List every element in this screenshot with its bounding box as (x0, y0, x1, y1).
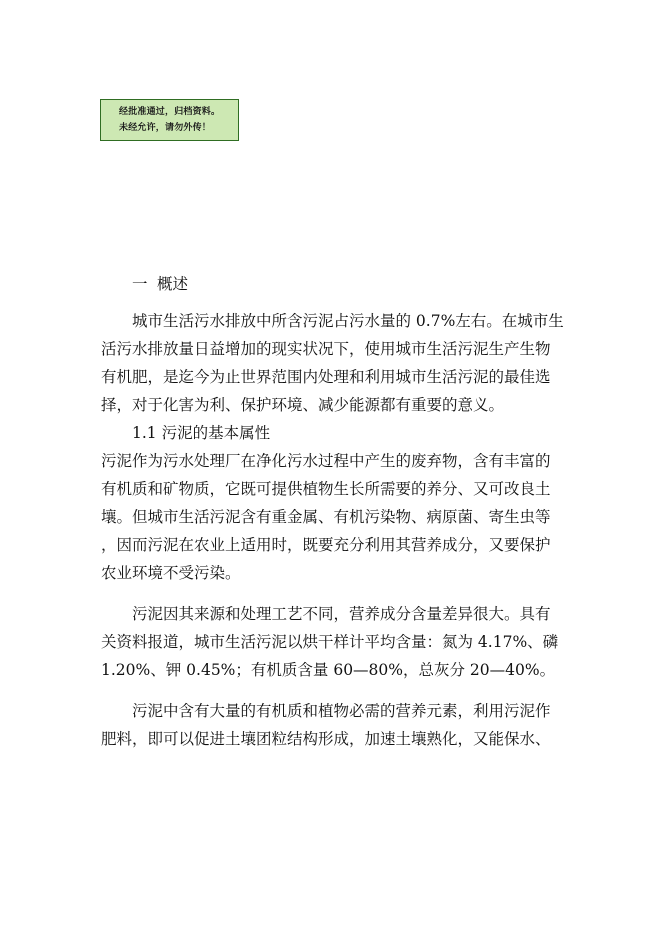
paragraph-3 (101, 600, 561, 684)
paragraph-1 (101, 307, 564, 419)
section-title: 概述 (157, 275, 189, 293)
section-number: 一 (132, 275, 148, 293)
paragraph-line: 有机肥，是迄今为止世界范围内处理和利用城市生活污泥的最佳选 (101, 368, 551, 386)
paragraph-line: 关资料报道，城市生活污泥以烘干样计平均含量：氮为 4.17%、磷 (101, 633, 559, 651)
subsection-heading: 1.1 污泥的基本属性 (132, 424, 271, 442)
stamp-line: 经批准通过，归档资料。 (119, 107, 221, 117)
spacer (101, 684, 561, 697)
paragraph-line: 农业环境不受污染。 (101, 564, 241, 582)
stamp-line: 未经允许，请勿外传！ (119, 123, 212, 133)
paragraph-line: 污泥中含有大量的有机质和植物必需的营养元素，利用污泥作 (132, 702, 551, 720)
section-heading (101, 270, 561, 298)
paragraph-line: 城市生活污水排放中所含污泥占污水量的 0.7%左右。在城市生 (132, 312, 564, 330)
paragraph-line: 肥料，即可以促进土壤团粒结构形成，加速土壤熟化，又能保水、 (101, 730, 551, 748)
paragraph-4 (101, 697, 561, 753)
paragraph-line: 择，对于化害为利、保护环境、减少能源都有重要的意义。 (101, 396, 505, 414)
paragraph-2 (101, 447, 561, 587)
spacer (101, 587, 561, 600)
paragraph-line: 有机质和矿物质，它既可提供植物生长所需要的养分、又可改良土 (101, 480, 551, 498)
paragraph-line: 活污水排放量日益增加的现实状况下，使用城市生活污泥生产生物 (101, 340, 551, 358)
document-body (101, 270, 564, 753)
paragraph-line: 壤。但城市生活污泥含有重金属、有机污染物、病原菌、寄生虫等 (101, 508, 551, 526)
paragraph-line: ，因而污泥在农业上适用时，既要充分利用其营养成分，又要保护 (101, 536, 551, 554)
paragraph-line: 污泥作为污水处理厂在净化污水过程中产生的废弃物，含有丰富的 (101, 452, 551, 470)
confidential-stamp (100, 99, 239, 141)
paragraph-line: 1.20%、钾 0.45%；有机质含量 60—80%，总灰分 20—40%。 (101, 661, 556, 679)
paragraph-line: 污泥因其来源和处理工艺不同，营养成分含量差异很大。具有 (132, 605, 551, 623)
